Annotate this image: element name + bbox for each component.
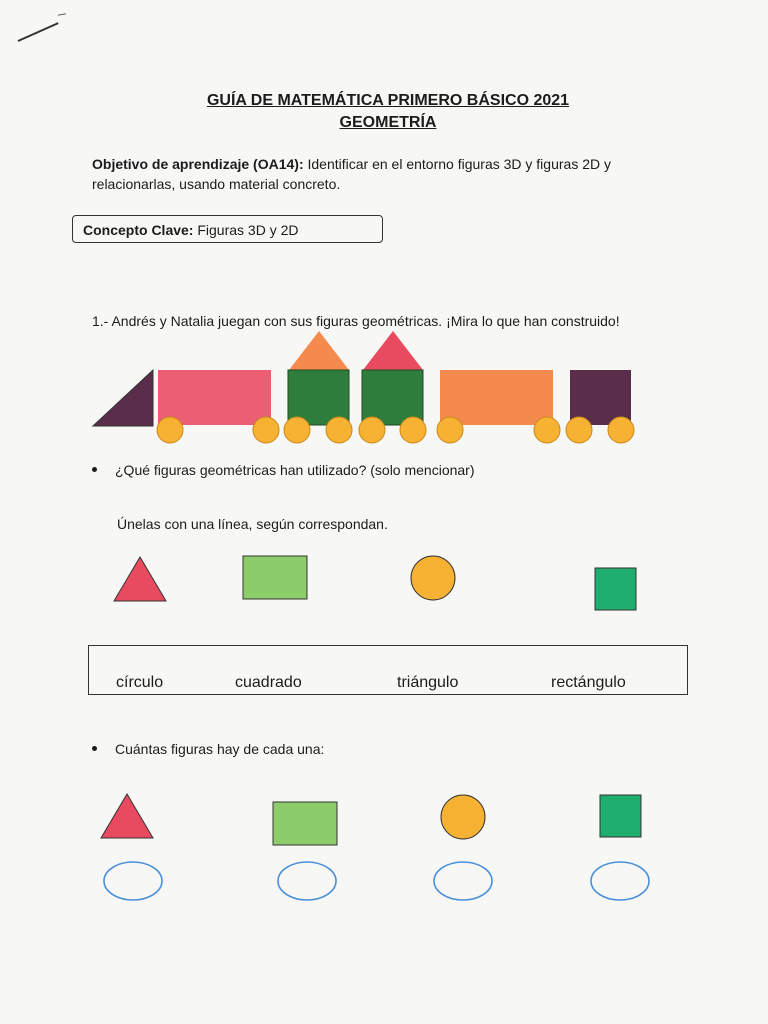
title-line-2: GEOMETRÍA bbox=[339, 114, 437, 131]
train-triangle bbox=[93, 370, 153, 426]
word-box bbox=[88, 645, 688, 695]
question-1: 1.- Andrés y Natalia juegan con sus figuras geométricas. ¡Mira lo que han construido! bbox=[92, 313, 620, 329]
train-pink-wagon bbox=[158, 370, 271, 425]
word-circulo: círculo bbox=[116, 674, 164, 691]
match-rectangle bbox=[243, 556, 307, 599]
word-cuadrado: cuadrado bbox=[235, 674, 302, 691]
objective-text-2: relacionarlas, usando material concreto. bbox=[92, 176, 341, 192]
wheel bbox=[359, 417, 385, 443]
wheel bbox=[157, 417, 183, 443]
train-roof-2 bbox=[363, 331, 423, 370]
wheel bbox=[437, 417, 463, 443]
join-instruction: Únelas con una línea, según correspondan. bbox=[117, 516, 388, 532]
answer-oval-triangle[interactable] bbox=[104, 862, 162, 900]
word-rectangulo: rectángulo bbox=[551, 674, 626, 691]
bullet-which-figures bbox=[92, 460, 475, 480]
title-line-1: GUÍA DE MATEMÁTICA PRIMERO BÁSICO 2021 bbox=[206, 92, 570, 109]
wheel bbox=[253, 417, 279, 443]
wheel bbox=[326, 417, 352, 443]
match-circle bbox=[411, 556, 455, 600]
wheel bbox=[566, 417, 592, 443]
bullet-dot bbox=[92, 467, 97, 472]
match-triangle bbox=[114, 557, 166, 601]
wheel bbox=[284, 417, 310, 443]
count-triangle bbox=[101, 794, 153, 838]
bullet-dot bbox=[92, 746, 97, 751]
wheel bbox=[534, 417, 560, 443]
count-circle bbox=[441, 795, 485, 839]
wheel bbox=[400, 417, 426, 443]
objective-label: Objetivo de aprendizaje (OA14): bbox=[92, 156, 304, 172]
train-orange-wagon bbox=[440, 370, 553, 425]
wheel bbox=[608, 417, 634, 443]
answer-oval-square[interactable] bbox=[591, 862, 649, 900]
objective-text-1: Identificar en el entorno figuras 3D y figuras 2D y bbox=[307, 156, 611, 172]
count-square bbox=[600, 795, 641, 837]
answer-oval-circle[interactable] bbox=[434, 862, 492, 900]
match-square bbox=[595, 568, 636, 610]
count-rectangle bbox=[273, 802, 337, 845]
word-triangulo: triángulo bbox=[397, 674, 459, 691]
concept-value: Figuras 3D y 2D bbox=[197, 222, 299, 238]
concept-label: Concepto Clave: bbox=[83, 222, 194, 238]
bullet-how-many bbox=[92, 739, 324, 759]
train-roof-1 bbox=[289, 331, 349, 370]
which-figures-text: ¿Qué figuras geométricas han utilizado? (solo mencionar) bbox=[115, 462, 475, 478]
how-many-text: Cuántas figuras hay de cada una: bbox=[115, 741, 325, 757]
answer-oval-rectangle[interactable] bbox=[278, 862, 336, 900]
